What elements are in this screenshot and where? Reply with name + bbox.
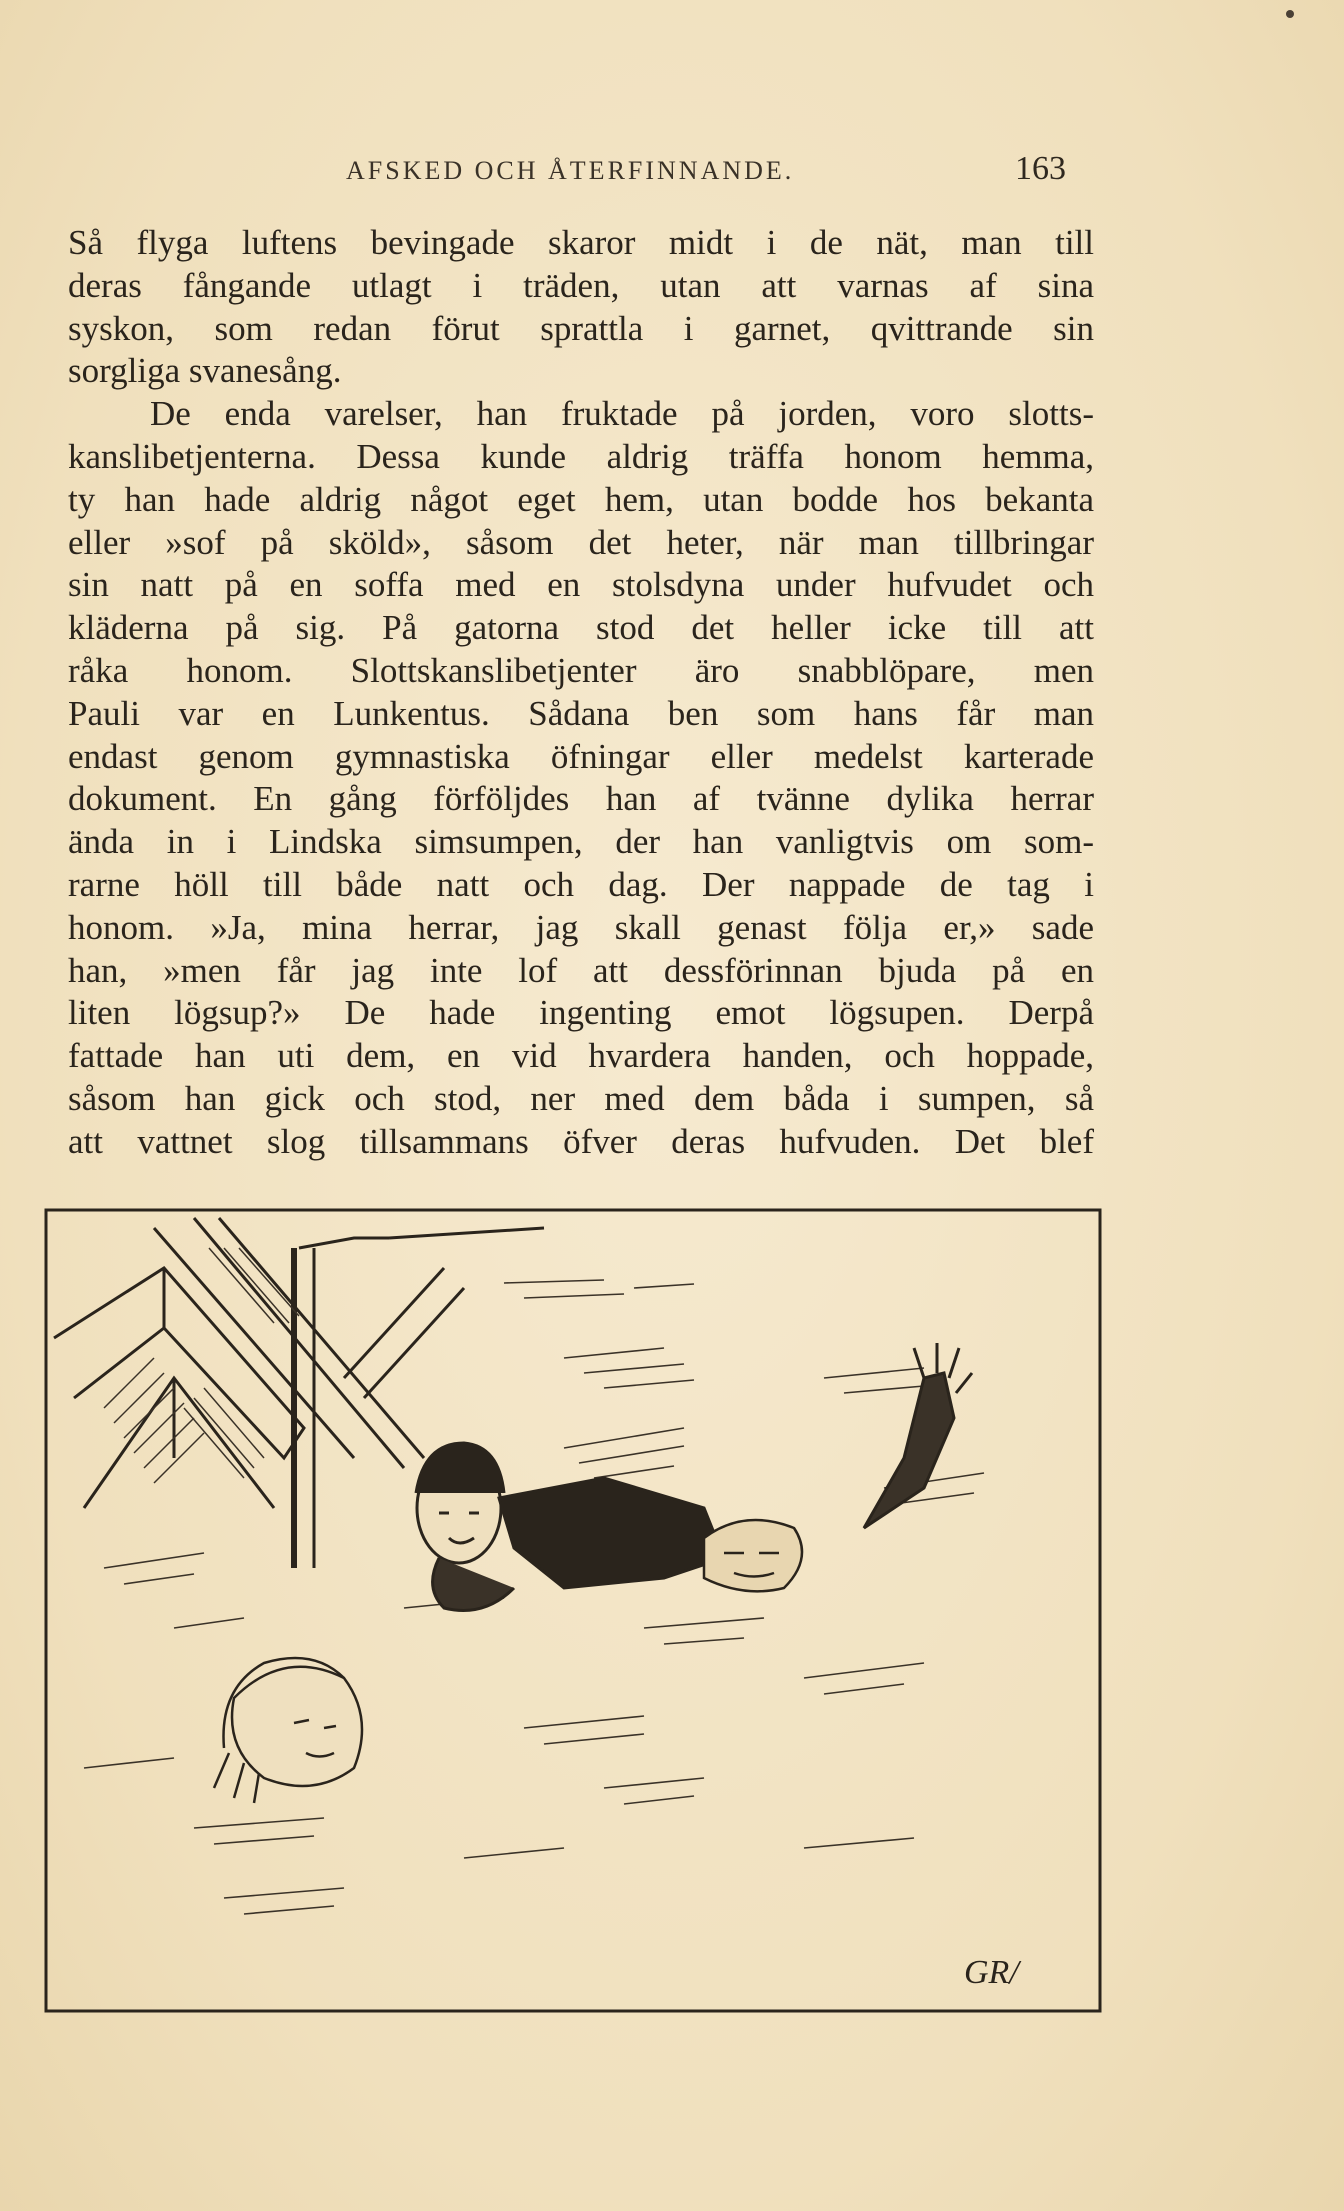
text-line: Så flyga luftens bevingade skaror midt i de nät, man till	[68, 223, 1094, 262]
text-line: ty han hade aldrig något eget hem, utan bodde hos bekanta	[68, 479, 1094, 519]
running-title: AFSKED OCH ÅTERFINNANDE.	[346, 156, 795, 185]
text-line: kläderna på sig. På gatorna stod det heller icke till att	[68, 608, 1094, 648]
text-line: att vattnet slog tillsammans öfver deras hufvuden. Det blef	[68, 1121, 1094, 1161]
swimmer-man	[416, 1343, 972, 1611]
body-text	[68, 222, 1094, 1164]
text-line: endast genom gymnastiska öfningar eller medelst karterade	[68, 736, 1094, 776]
text-line: kanslibetjenterna. Dessa kunde aldrig träffa honom hemma,	[68, 436, 1094, 476]
text-line: råka honom. Slottskanslibetjenter äro snabblöpare, men	[68, 650, 1094, 690]
engraving-drawing	[44, 1208, 1102, 2013]
artist-signature: GR/	[964, 1954, 1019, 1991]
text-line: rarne höll till både natt och dag. Der nappade de tag i	[68, 864, 1094, 904]
paragraph-2	[68, 393, 1094, 1163]
ink-spot	[1286, 10, 1294, 18]
text-line: liten lögsup?» De hade ingenting emot lögsupen. Derpå	[68, 993, 1094, 1033]
text-line: honom. »Ja, mina herrar, jag skall genast följa er,» sade	[68, 907, 1094, 947]
swimmer-head-submerged	[704, 1520, 802, 1591]
text-line: Pauli var en Lunkentus. Sådana ben som hans får man	[68, 693, 1094, 733]
page-number: 163	[1015, 150, 1066, 187]
text-line: såsom han gick och stod, ner med dem båda i sumpen, så	[68, 1078, 1094, 1118]
illustration-frame	[46, 1210, 1100, 2011]
text-line: ända in i Lindska simsumpen, der han vanligtvis om som-	[68, 822, 1094, 862]
text-line: syskon, som redan förut sprattla i garnet, qvittrande sin	[68, 308, 1094, 348]
text-line: fattade han uti dem, en vid hvardera handen, och hoppade,	[68, 1036, 1094, 1076]
swimmer-head-left	[214, 1658, 362, 1803]
text-line: deras fångande utlagt i träden, utan att varnas af sina	[68, 265, 1094, 305]
text-line: sin natt på en soffa med en stolsdyna under hufvudet och	[68, 565, 1094, 605]
illustration-swimmers	[44, 1208, 1102, 2013]
page-header	[66, 150, 1066, 200]
text-line: sorgliga svanesång.	[68, 351, 342, 391]
text-line: eller »sof på sköld», såsom det heter, när man tillbringar	[68, 522, 1094, 562]
text-line: De enda varelser, han fruktade på jorden, voro slotts-	[150, 394, 1094, 434]
paragraph-1	[68, 222, 1094, 393]
text-line: dokument. En gång förföljdes han af tvänne dylika herrar	[68, 779, 1094, 819]
text-line: han, »men får jag inte lof att dessförinnan bjuda på en	[68, 950, 1094, 990]
water-ripples	[84, 1280, 984, 1914]
